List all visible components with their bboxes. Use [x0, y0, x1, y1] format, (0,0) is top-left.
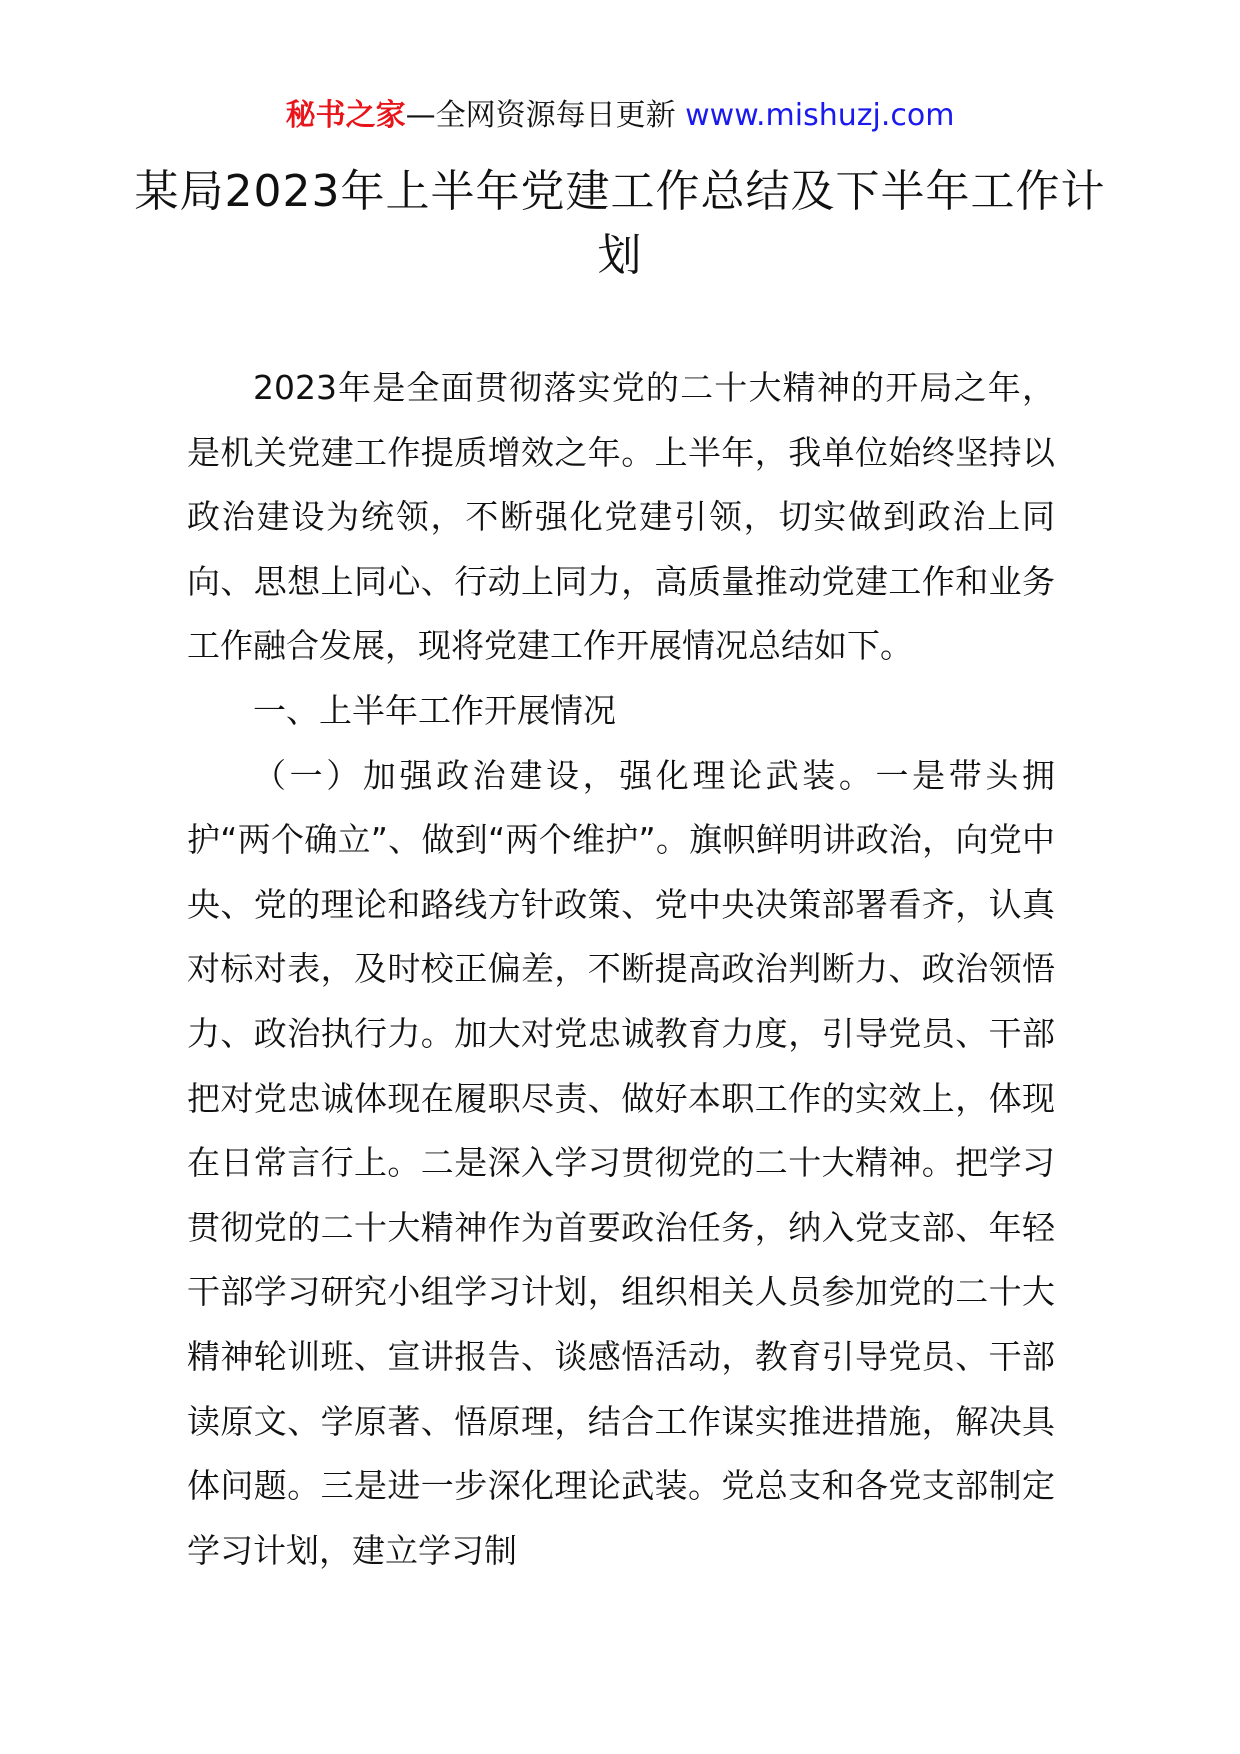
document-title: 某局2023年上半年党建工作总结及下半年工作计划	[134, 166, 1106, 281]
paragraph-section-1: （一）加强政治建设，强化理论武装。一是带头拥护“两个确立”、做到“两个维护”。旗帜鲜明讲政治，向党中央、党的理论和路线方针政策、党中央决策部署看齐，认真对标对表，及时校正偏差，不断提高政治判断力、政治领悟力、政治执行力。加大对党忠诚教育力度，引导党员、干部把对党忠诚体现在履职尽责、做好本职工作的实效上，体现在日常言行上。二是深入学习贯彻党的二十大精神。把学习贯彻党的二十大精神作为首要政治任务，纳入党支部、年轻干部学习研究小组学习计划，组织相关人员参加党的二十大精神轮训班、宣讲报告、谈感悟活动，教育引导党员、干部读原文、学原著、悟原理，结合工作谋实推进措施，解决具体问题。三是进一步深化理论武装。党总支和各党支部制定学习计划，建立学习制	[187, 755, 1055, 1570]
site-header	[0, 96, 1240, 136]
site-tagline: —全网资源每日更新	[405, 98, 686, 133]
section-heading: 一、上半年工作开展情况	[253, 690, 616, 730]
document-body	[187, 356, 1055, 1583]
site-url-link[interactable]: www.mishuzj.com	[685, 98, 955, 133]
site-brand: 秘书之家	[285, 98, 406, 133]
paragraph-intro: 2023年是全面贯彻落实党的二十大精神的开局之年，是机关党建工作提质增效之年。上半年，我单位始终坚持以政治建设为统领，不断强化党建引领，切实做到政治上同向、思想上同心、行动上同力，高质量推动党建工作和业务工作融合发展，现将党建工作开展情况总结如下。	[187, 368, 1055, 666]
